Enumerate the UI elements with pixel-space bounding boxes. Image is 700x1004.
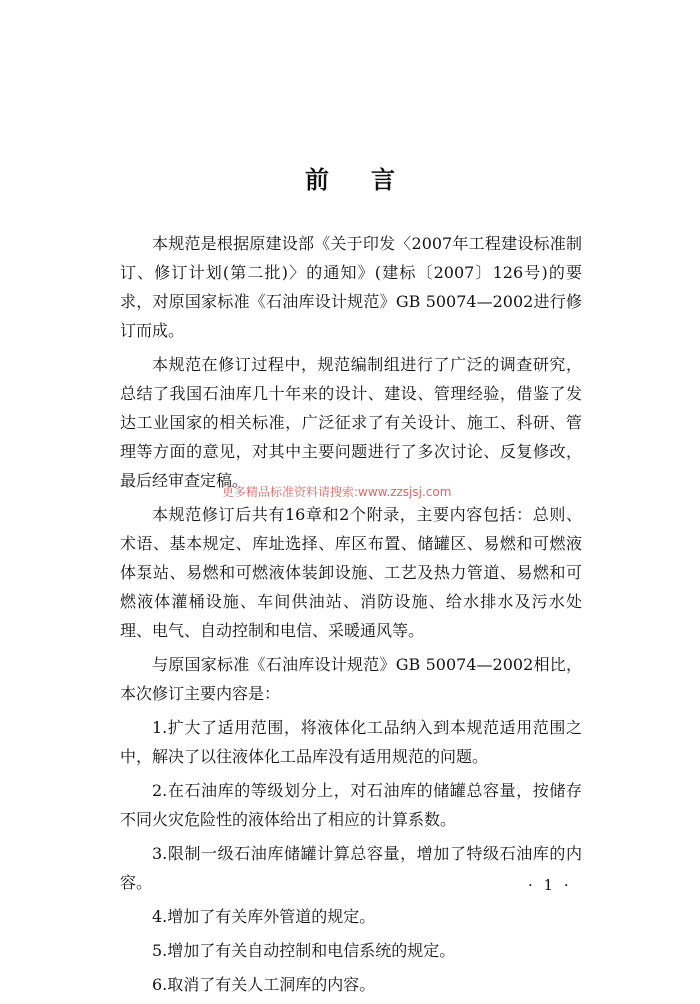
- revision-item-6: 6.取消了有关人工洞库的内容。: [152, 975, 376, 994]
- revision-item-2: 2.在石油库的等级划分上，对石油库的储罐总容量，按储存不同火灾危险性的液体给出了相应的计算系数。: [120, 781, 582, 829]
- page-number: · 1 ·: [528, 876, 572, 894]
- preface-body: [120, 229, 582, 1004]
- revision-item-5: 5.增加了有关自动控制和电信系统的规定。: [152, 941, 456, 960]
- revision-item-1: 1.扩大了适用范围，将液体化工品纳入到本规范适用范围之中，解决了以往液体化工品库没有适用规范的问题。: [120, 718, 582, 766]
- revision-item-4: 4.增加了有关库外管道的规定。: [152, 907, 376, 926]
- paragraph-1: 本规范是根据原建设部《关于印发〈2007年工程建设标准制订、修订计划(第二批)〉的通知》(建标〔2007〕126号)的要求，对原国家标准《石油库设计规范》GB 50074—2002进行修订而成。: [120, 234, 582, 340]
- watermark: 更多精品标准资料请搜索:www.zzsjsj.com: [222, 485, 452, 499]
- paragraph-3: 本规范修订后共有16章和2个附录，主要内容包括：总则、术语、基本规定、库址选择、库区布置、储罐区、易燃和可燃液体泵站、易燃和可燃液体装卸设施、工艺及热力管道、易燃和可燃液体灌桶设施、车间供油站、消防设施、给水排水及污水处理、电气、自动控制和电信、采暖通风等。: [120, 505, 582, 640]
- paragraph-4: 与原国家标准《石油库设计规范》GB 50074—2002相比，本次修订主要内容是：: [120, 655, 582, 703]
- page-title: 前言: [305, 166, 437, 194]
- paragraph-2: 本规范在修订过程中，规范编制组进行了广泛的调查研究，总结了我国石油库几十年来的设计、建设、管理经验，借鉴了发达工业国家的相关标准，广泛征求了有关设计、施工、科研、管理等方面的意见，对其中主要问题进行了多次讨论、反复修改，最后经审查定稿。: [120, 355, 582, 490]
- revision-item-3: 3.限制一级石油库储罐计算总容量，增加了特级石油库的内容。: [120, 844, 582, 892]
